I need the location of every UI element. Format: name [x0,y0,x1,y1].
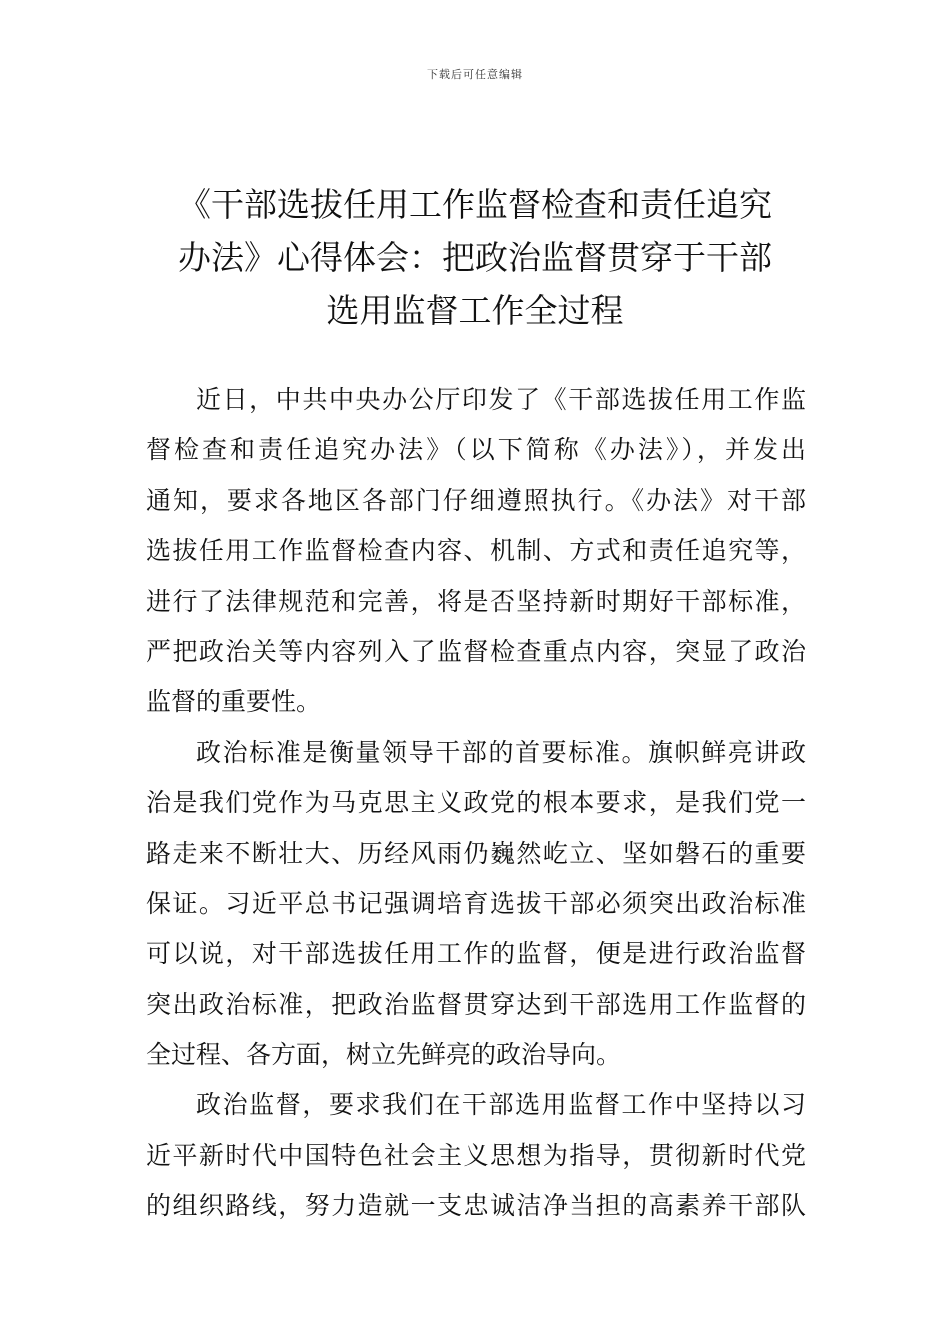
paragraph-3 [146,1080,806,1231]
text-line: 可以说，对干部选拔任用工作的监督，便是进行政治监督 [146,939,806,969]
document-title [140,178,810,337]
paragraph-2 [146,728,806,1081]
text-line: 选拔任用工作监督检查内容、机制、方式和责任追究等， [146,536,806,566]
text-line: 突出政治标准，把政治监督贯穿达到干部选用工作监督的 [146,989,806,1019]
title-line: 办法》心得体会：把政治监督贯穿于干部 [178,238,772,277]
text-line: 近日，中共中央办公厅印发了《干部选拔任用工作监 [196,385,806,414]
text-line: 严把政治关等内容列入了监督检查重点内容，突显了政治 [146,636,806,666]
text-line: 通知，要求各地区各部门仔细遵照执行。《办法》对干部 [146,485,806,515]
text-line: 政治标准是衡量领导干部的首要标准。旗帜鲜亮讲政 [196,737,806,767]
text-line: 督检查和责任追究办法》（以下简称《办法》），并发出 [146,435,806,465]
text-line: 近平新时代中国特色社会主义思想为指导，贯彻新时代党 [146,1140,806,1170]
header-note: 下载后可任意编辑 [427,68,523,81]
text-line: 全过程、各方面，树立先鲜亮的政治导向。 [146,1040,622,1070]
text-line: 进行了法律规范和完善，将是否坚持新时期好干部标准， [146,586,806,616]
text-line: 的组织路线，努力造就一支忠诚洁净当担的高素养干部队 [146,1191,806,1221]
document-body [146,375,806,1232]
paragraph-1 [146,375,806,728]
text-line: 路走来不断壮大、历经风雨仍巍然屹立、坚如磐石的重要 [146,838,806,868]
title-line: 《干部选拔任用工作监督检查和责任追究 [178,185,772,224]
text-line: 治是我们党作为马克思主义政党的根本要求，是我们党一 [146,788,806,818]
text-line: 保证。习近平总书记强调培育选拔干部必须突出政治标准 [146,888,806,918]
text-line: 监督的重要性。 [146,687,322,717]
text-line: 政治监督，要求我们在干部选用监督工作中坚持以习 [196,1090,806,1120]
title-line: 选用监督工作全过程 [326,291,624,330]
